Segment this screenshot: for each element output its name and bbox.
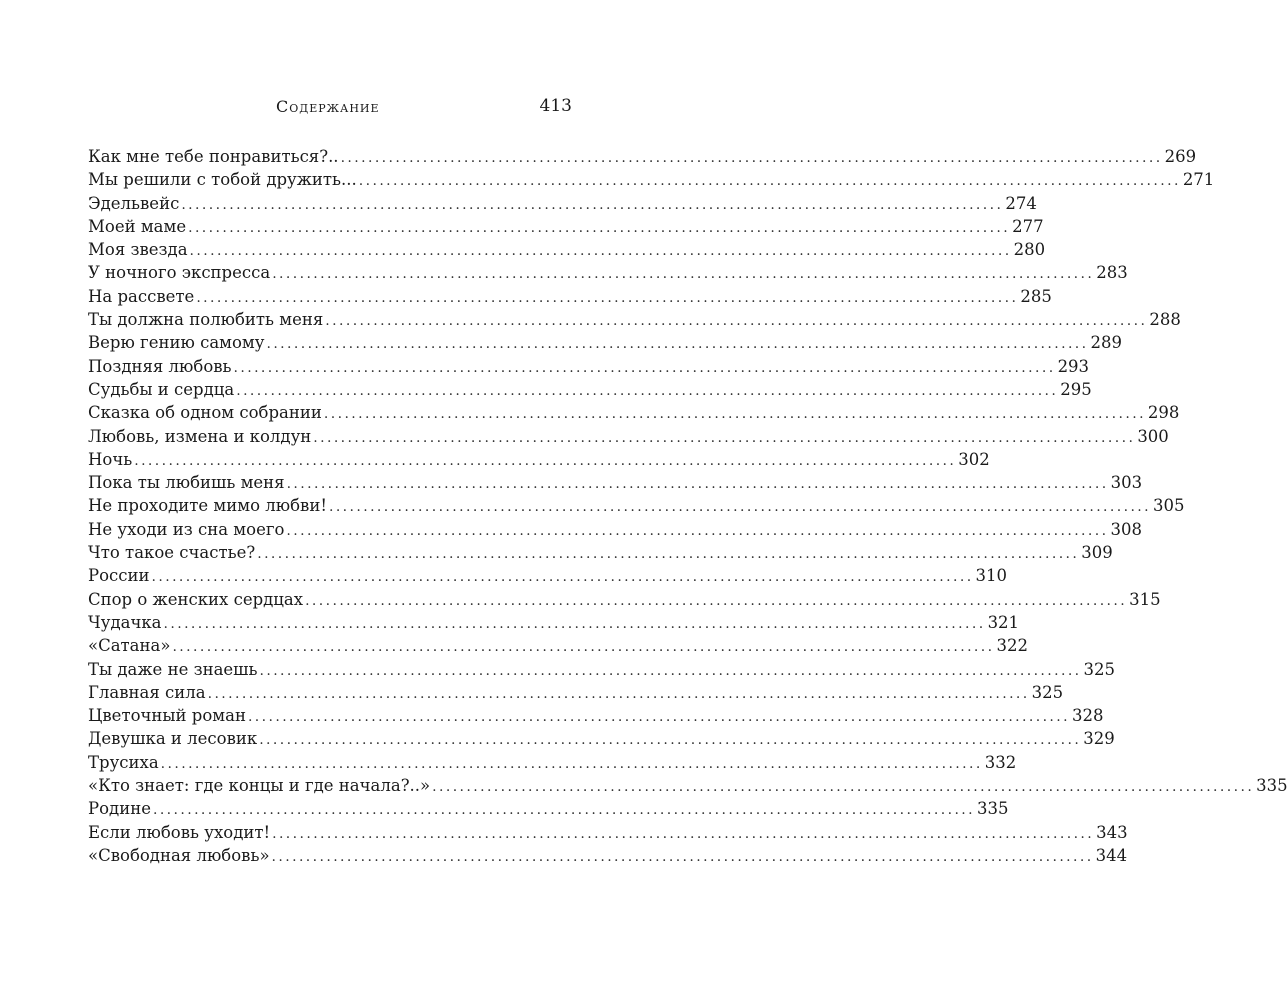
toc-entry xyxy=(88,821,1128,844)
toc-entry-title: Если любовь уходит! xyxy=(88,822,271,842)
dot-leader: ........................................................................................................................ xyxy=(266,336,1089,353)
toc-entry-page-number: 335 xyxy=(977,799,1009,819)
toc-entry-page-number: 308 xyxy=(1110,519,1142,539)
toc-entry-title: У ночного экспресса xyxy=(88,263,271,283)
toc-entry xyxy=(88,425,1169,448)
toc-entry xyxy=(88,774,1288,797)
toc-entry-title: Ты даже не знаешь xyxy=(88,659,258,679)
toc-entry-title: Спор о женских сердцах xyxy=(88,589,304,609)
toc-entry-page-number: 310 xyxy=(975,566,1008,586)
dot-leader: ........................................................................................................................ xyxy=(272,825,1095,842)
dot-leader: ........................................................................................................................ xyxy=(286,522,1109,539)
dot-leader: ........................................................................................................................ xyxy=(189,243,1012,260)
toc-entry-page-number: 277 xyxy=(1012,216,1044,236)
toc-entry xyxy=(88,285,1052,308)
toc-entry-title: Ты должна полюбить меня xyxy=(88,310,324,330)
dot-leader: ........................................................................................................................ xyxy=(305,592,1128,609)
toc-entry-page-number: 344 xyxy=(1095,845,1128,865)
page-number: 413 xyxy=(539,96,572,116)
toc-entry xyxy=(88,168,1215,191)
dot-leader: ........................................................................................................................ xyxy=(152,802,975,819)
toc-entry-title: Трусиха xyxy=(88,752,159,772)
toc-entry-title: Мы решили с тобой дружить... xyxy=(88,170,357,190)
dot-leader: ........................................................................................................................ xyxy=(134,452,957,469)
toc-entry xyxy=(88,564,1008,587)
toc-entry xyxy=(88,355,1090,378)
toc-entry xyxy=(88,797,1009,820)
toc-entry-page-number: 322 xyxy=(996,636,1028,656)
toc-entry-title: Как мне тебе понравиться?.. xyxy=(88,147,339,166)
toc-entry xyxy=(88,588,1161,611)
toc-entry-page-number: 332 xyxy=(984,752,1017,772)
toc-entry xyxy=(88,448,990,471)
toc-entry-title: На рассвете xyxy=(88,286,195,306)
toc-entry xyxy=(88,658,1116,681)
toc-entry-page-number: 343 xyxy=(1096,822,1128,842)
dot-leader: ........................................................................................................................ xyxy=(259,662,1082,679)
toc-entry xyxy=(88,308,1181,331)
dot-leader: ........................................................................................................................ xyxy=(325,313,1148,330)
toc-entry xyxy=(88,192,1037,215)
toc-entry-title: Не проходите мимо любви! xyxy=(88,496,327,516)
toc-entry xyxy=(88,751,1017,774)
dot-leader: ........................................................................................................................ xyxy=(247,709,1070,726)
toc-entry xyxy=(88,471,1143,494)
dot-leader: ........................................................................................................................ xyxy=(272,266,1095,283)
dot-leader: ........................................................................................................................ xyxy=(358,173,1181,190)
toc-entry xyxy=(88,215,1044,238)
toc-entry-title: Любовь, измена и колдун xyxy=(88,426,312,446)
toc-entry-title: Верю гению самому xyxy=(88,333,265,353)
dot-leader: ........................................................................................................................ xyxy=(160,755,983,772)
running-head-title: Содержание xyxy=(276,97,380,116)
toc-entry-page-number: 309 xyxy=(1081,543,1113,563)
toc-entry xyxy=(88,611,1020,634)
toc-entry xyxy=(88,634,1028,657)
toc-entry-page-number: 269 xyxy=(1164,147,1197,166)
dot-leader: ........................................................................................................................ xyxy=(432,779,1255,796)
toc-entry-page-number: 280 xyxy=(1013,240,1046,260)
toc-entry-title: Ночь xyxy=(88,449,133,469)
dot-leader: ........................................................................................................................ xyxy=(151,569,974,586)
toc-entry-page-number: 283 xyxy=(1096,263,1128,283)
toc-entry-page-number: 271 xyxy=(1182,170,1215,190)
toc-entry-page-number: 293 xyxy=(1057,356,1090,376)
dot-leader: ........................................................................................................................ xyxy=(271,848,1094,865)
table-of-contents xyxy=(88,145,1288,867)
toc-entry-title: «Свободная любовь» xyxy=(88,845,270,865)
dot-leader: ........................................................................................................................ xyxy=(259,732,1082,749)
toc-entry-page-number: 325 xyxy=(1031,682,1064,702)
dot-leader: ........................................................................................................................ xyxy=(313,429,1136,446)
toc-entry-title: России xyxy=(88,566,150,586)
toc-entry-title: Пока ты любишь меня xyxy=(88,473,285,493)
dot-leader: ........................................................................................................................ xyxy=(340,150,1163,166)
toc-entry xyxy=(88,704,1104,727)
toc-entry-title: Главная сила xyxy=(88,682,206,702)
toc-entry-page-number: 303 xyxy=(1110,473,1143,493)
dot-leader: ........................................................................................................................ xyxy=(257,546,1080,563)
dot-leader: ........................................................................................................................ xyxy=(172,639,995,656)
dot-leader: ........................................................................................................................ xyxy=(236,382,1059,399)
toc-entry-page-number: 298 xyxy=(1147,403,1180,423)
dot-leader: ........................................................................................................................ xyxy=(163,615,986,632)
dot-leader: ........................................................................................................................ xyxy=(188,219,1011,236)
toc-entry-page-number: 300 xyxy=(1137,426,1169,446)
dot-leader: ........................................................................................................................ xyxy=(207,685,1030,702)
toc-entry xyxy=(88,145,1197,168)
toc-entry-page-number: 274 xyxy=(1005,193,1037,213)
toc-entry-title: Сказка об одном собрании xyxy=(88,403,322,423)
toc-entry xyxy=(88,518,1142,541)
toc-entry-title: Цветочный роман xyxy=(88,706,246,726)
toc-entry-page-number: 285 xyxy=(1020,286,1052,306)
toc-entry-page-number: 328 xyxy=(1071,706,1104,726)
toc-entry-page-number: 305 xyxy=(1153,496,1185,516)
toc-entry-page-number: 302 xyxy=(958,449,990,469)
toc-entry xyxy=(88,238,1046,261)
dot-leader: ........................................................................................................................ xyxy=(286,476,1109,493)
toc-entry-title: Чудачка xyxy=(88,612,162,632)
toc-entry-page-number: 325 xyxy=(1083,659,1116,679)
toc-entry xyxy=(88,727,1115,750)
toc-entry-title: Что такое счастье? xyxy=(88,543,256,563)
toc-entry-page-number: 289 xyxy=(1090,333,1122,353)
dot-leader: ........................................................................................................................ xyxy=(233,359,1056,376)
toc-entry xyxy=(88,378,1092,401)
toc-entry xyxy=(88,261,1128,284)
toc-entry-title: Судьбы и сердца xyxy=(88,379,235,399)
toc-entry-page-number: 321 xyxy=(987,612,1020,632)
toc-entry xyxy=(88,844,1128,867)
toc-entry-page-number: 288 xyxy=(1149,310,1181,330)
toc-entry xyxy=(88,331,1122,354)
dot-leader: ........................................................................................................................ xyxy=(196,289,1019,306)
toc-entry-title: Поздняя любовь xyxy=(88,356,232,376)
toc-entry xyxy=(88,541,1113,564)
toc-entry-title: «Кто знает: где концы и где начала?..» xyxy=(88,776,431,796)
dot-leader: ........................................................................................................................ xyxy=(181,196,1004,213)
toc-entry-title: Родине xyxy=(88,799,151,819)
dot-leader: ........................................................................................................................ xyxy=(323,406,1146,423)
toc-entry-title: Эдельвейс xyxy=(88,193,180,213)
toc-entry-title: Не уходи из сна моего xyxy=(88,519,285,539)
toc-entry-title: Моя звезда xyxy=(88,240,188,260)
toc-entry-title: Моей маме xyxy=(88,216,187,236)
dot-leader: ........................................................................................................................ xyxy=(328,499,1151,516)
toc-entry-page-number: 329 xyxy=(1083,729,1115,749)
toc-entry-title: Девушка и лесовик xyxy=(88,729,258,749)
toc-entry xyxy=(88,494,1185,517)
toc-entry-page-number: 295 xyxy=(1060,379,1092,399)
toc-entry xyxy=(88,401,1180,424)
toc-entry-page-number: 315 xyxy=(1129,589,1161,609)
toc-entry-page-number: 335 xyxy=(1256,776,1288,796)
toc-entry xyxy=(88,681,1064,704)
toc-entry-title: «Сатана» xyxy=(88,636,171,656)
